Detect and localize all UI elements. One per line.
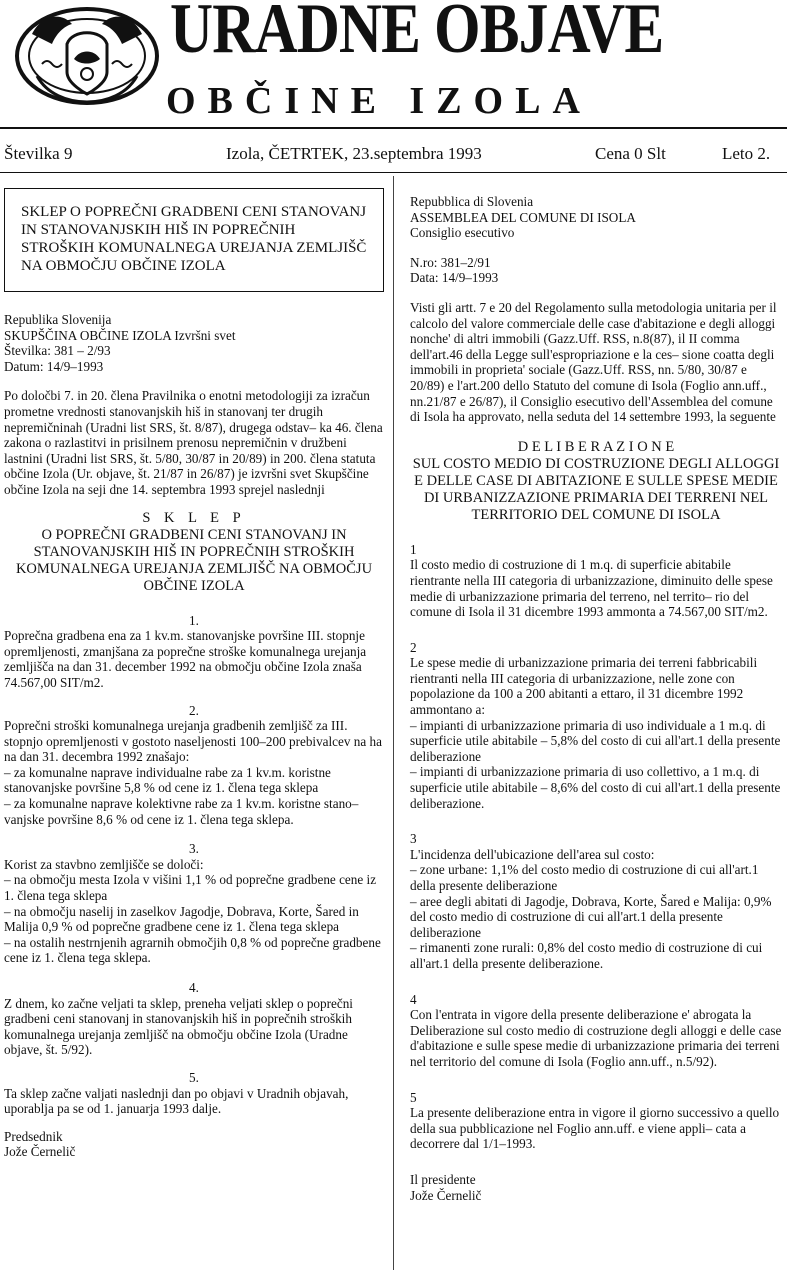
- signature: [4, 1129, 384, 1160]
- newspaper-subtitle: OBČINE IZOLA: [166, 80, 592, 122]
- issuer-block: [4, 312, 384, 374]
- decision-heading-word: D E L I B E R A Z I O N E: [517, 438, 675, 455]
- issue-place-date: Izola, ČETRTEK, 23.septembra 1993: [226, 144, 482, 163]
- decision-heading: [410, 439, 782, 524]
- article-2: [4, 718, 384, 827]
- issuer-country: Repubblica di Slovenia: [410, 194, 534, 209]
- article-2-number: 2.: [189, 702, 199, 718]
- article-1-number: 1.: [189, 612, 199, 628]
- reference-number: N.ro: 381–2/91: [410, 254, 491, 270]
- reference-number: Številka: 381 – 2/93: [4, 343, 111, 359]
- issue-year: Leto 2.: [722, 144, 771, 163]
- reference-date: Datum: 14/9–1993: [4, 358, 104, 374]
- masthead: [0, 0, 787, 128]
- signature-name: Jože Černelič: [4, 1144, 76, 1160]
- article-5-text: Ta sklep začne valjati naslednji dan po objavi v Uradnih objavah, uporablja pa se od 1. januarja 1993 dalje.: [4, 1085, 349, 1117]
- signature-title: Predsednik: [4, 1128, 63, 1144]
- article-2-number: 2: [410, 639, 417, 655]
- article-4-text: Z dnem, ko začne veljati ta sklep, preneha veljati sklep o poprečni gradbeni ceni stanovanj in stanovanjskih hiš in poprečnih stroških komunalnega urejanja zemljišč na območju občine Izola (Uradne objave, št. 5/92).: [4, 995, 353, 1058]
- decision-heading: [4, 510, 384, 595]
- issue-price: Cena 0 Slt: [595, 144, 666, 163]
- preamble: Po določbi 7. in 20. člena Pravilnika o enotni metodologiji za izračun prometne vrednosti stanovanjskih hiš in stanovanj ter drugih nepremičninah (Uradni list SRS, št. 8/87), drugega odstav– ka 46. člena zakona o razlastitvi in prisilnem prenosu nepremičnin v družbeni lastnini (Uradni list SRS, št. 5/80, 30/87 in 20/89) in 200. člena statuta občine Izola (Ur. objave, št. 21/87 in 26/87) je izvršni svet Skupščine občine Izola na seji dne 14. septembra 1993 sprejel naslednji: [4, 388, 383, 497]
- issue-number: Številka 9: [4, 144, 73, 163]
- signature-title: Il presidente: [410, 1171, 476, 1187]
- article-2-item: – za komunalne naprave individualne rabe za 1 kv.m. koristne stanovanjske površine 5,8 % od cene iz 1. člena tega sklepa: [4, 764, 331, 796]
- reference-block: [410, 255, 782, 286]
- article-3-number: 3: [410, 831, 417, 847]
- article-3-item: – na območju naselij in zaselkov Jagodje, Dobrava, Korte, Šared in Malija 0,9 % od poprečne gradbene cene iz 1. člena tega sklepa: [4, 903, 359, 935]
- article-4-number: 4: [410, 991, 417, 1007]
- izola-crest-emblem: [12, 4, 162, 108]
- article-2: [410, 655, 782, 811]
- issuer-country: Republika Slovenija: [4, 312, 112, 327]
- reference-date: Data: 14/9–1993: [410, 270, 499, 286]
- article-1-number: 1: [410, 541, 417, 557]
- article-3-item: – na ostalih nestrnjenih agrarnih območjih 0,8 % od poprečne gradbene cene iz 1. člena tega sklepa.: [4, 934, 381, 966]
- issuer-block: [410, 194, 782, 241]
- masthead-rule: [0, 127, 787, 129]
- decision-title-box: SKLEP O POPREČNI GRADBENI CENI STANOVANJ IN STANOVANJSKIH HIŠ IN POPREČNIH STROŠKIH KOMUNALNEGA UREJANJA ZEMLJIŠČ NA OBMOČJU OBČINE IZOLA: [4, 188, 384, 292]
- signature: [410, 1172, 782, 1203]
- decision-heading-word: S K L E P: [142, 509, 246, 526]
- article-3-text: Korist za stavbno zemljišče se določi:: [4, 856, 204, 872]
- article-3-item: – aree degli abitati di Jagodje, Dobrava, Korte, Šared e Malija: 0,9% del costo medio di costruzione di cui all'art.1 della presente deliberazione: [410, 893, 772, 940]
- decision-heading-subject: O POPREČNI GRADBENI CENI STANOVANJ IN STANOVANJSKIH HIŠ IN POPREČNIH STROŠKIH KOMUNALNEGA UREJANJA ZEMLJIŠČ NA OBMOČJU OBČINE IZOLA: [15, 526, 373, 594]
- signature-name: Jože Černelič: [410, 1187, 482, 1203]
- article-3: [410, 847, 782, 972]
- article-2-text: Poprečni stroški komunalnega urejanja gradbenih zemljišč za III. stopnjo opremljenosti v gostoto naseljenosti 100–200 prebivalcev na ha na dan 31. decembra 1992 znašajo:: [4, 718, 382, 765]
- article-4-number: 4.: [189, 980, 199, 995]
- article-5-number: 5.: [189, 1069, 199, 1085]
- article-5-number: 5: [410, 1089, 417, 1105]
- issuer-assembly: SKUPŠČINA OBČINE IZOLA Izvršni svet: [4, 327, 236, 343]
- decision-heading-subject: SUL COSTO MEDIO DI COSTRUZIONE DEGLI ALLOGGI E DELLE CASE DI ABITAZIONE E SULLE SPESE MEDIE DI URBANIZZAZIONE PRIMARIA DEI TERRENI NEL TERRITORIO DEL COMUNE DI ISOLA: [412, 455, 780, 523]
- article-2-text: Le spese medie di urbanizzazione primaria dei terreni fabbricabili rientranti nella III categoria di urbanizzazione, nelle zone con popolazione da 100 a 200 abitanti a ettaro, il 31 dicembre 1992 ammontano a:: [410, 655, 758, 718]
- article-1-text: Poprečna gradbena ena za 1 kv.m. stanovanjske površine III. stopnje opremljenosti, zmanjšana za poprečne stroške komunalnega urejanja zemljišča na dan 31. december 1992 na območju občine Izola znaša 74.567,00 SIT/m2.: [4, 628, 367, 690]
- article-3-text: L'incidenza dell'ubicazione dell'area sul costo:: [410, 846, 655, 862]
- article-2-item: – impianti di urbanizzazione primaria di uso individuale a 1 m.q. di superficie utile abitabile – 5,8% del costo di cui all'art.1 della presente deliberazione: [410, 717, 781, 764]
- article-2-item: – za komunalne naprave kolektivne rabe za 1 kv.m. koristne stano– vanjske površine 8,6 % od cene iz 1. člena tega sklepa.: [4, 796, 359, 827]
- italian-column: [410, 194, 782, 1203]
- newspaper-title: URADNE OBJAVE: [170, 0, 664, 68]
- preamble: Visti gli artt. 7 e 20 del Regolamento sulla metodologia unitaria per il calcolo del valore commerciale delle case d'abitazione e degli alloggi nonche' di altri immobili (Gazz.Uff. RSS, n.8(87), il II comma dell'art.46 della Legge sull'espropriazione e la ces– sione coatta degli immobili in proprieta' sociale (Gazz.Uff. RSS, nn. 5/80, 30/87 e 20/89) e l'art.200 dello Statuto del comune di Isola (Foglio ann.uff., nn.21/87 e 26/87), il Consiglio esecutivo dell'Assemblea del comune di Isola ha approvato, nella seduta del 14 settembre 1993, la seguente: [410, 299, 777, 425]
- issuer-council: Consiglio esecutivo: [410, 225, 515, 241]
- article-2-item: – impianti di urbanizzazione primaria di uso collettivo, a 1 m.q. di superficie utile abitabile – 8,6% del costo di cui all'art.1 della presente deliberazione.: [410, 764, 781, 811]
- issue-line: [0, 144, 787, 168]
- article-3-number: 3.: [189, 841, 199, 857]
- article-4-text: Con l'entrata in vigore della presente deliberazione e' abrogata la Deliberazione sul costo medio di costruzione degli alloggi e delle case d'abitazione e sulle spese medie di urbanizzazione primaria dei terreni nel territorio del comune di Isola (Foglio ann.uff., n.5/92).: [410, 1007, 782, 1069]
- article-5-text: La presente deliberazione entra in vigore il giorno successivo a quello della sua pubblicazione nel Foglio ann.uff. e viene appli– cata a decorrere dal 1/1–1993.: [410, 1105, 780, 1152]
- column-divider: [393, 176, 394, 1270]
- article-3-item: – na območju mesta Izola v višini 1,1 % od poprečne gradbene cene iz 1. člena tega sklepa: [4, 872, 377, 904]
- article-3-item: – rimanenti zone rurali: 0,8% del costo medio di costruzione di cui all'art.1 della presente deliberazione.: [410, 940, 763, 971]
- article-3-item: – zone urbane: 1,1% del costo medio di costruzione di cui all'art.1 della presente deliberazione: [410, 862, 759, 893]
- article-1-text: Il costo medio di costruzione di 1 m.q. di superficie abitabile rientrante nella III categoria di urbanizzazione, diminuito delle spese medie di urbanizzazione primaria del terreno, nel territo– rio del comune di Isola il 31 dicembre 1993 ammonta a 74.567,00 SIT/m2.: [410, 557, 773, 620]
- issue-rule: [0, 172, 787, 173]
- slovenian-column: [4, 188, 384, 1160]
- issuer-assembly: ASSEMBLEA DEL COMUNE DI ISOLA: [410, 209, 636, 225]
- article-3: [4, 857, 384, 966]
